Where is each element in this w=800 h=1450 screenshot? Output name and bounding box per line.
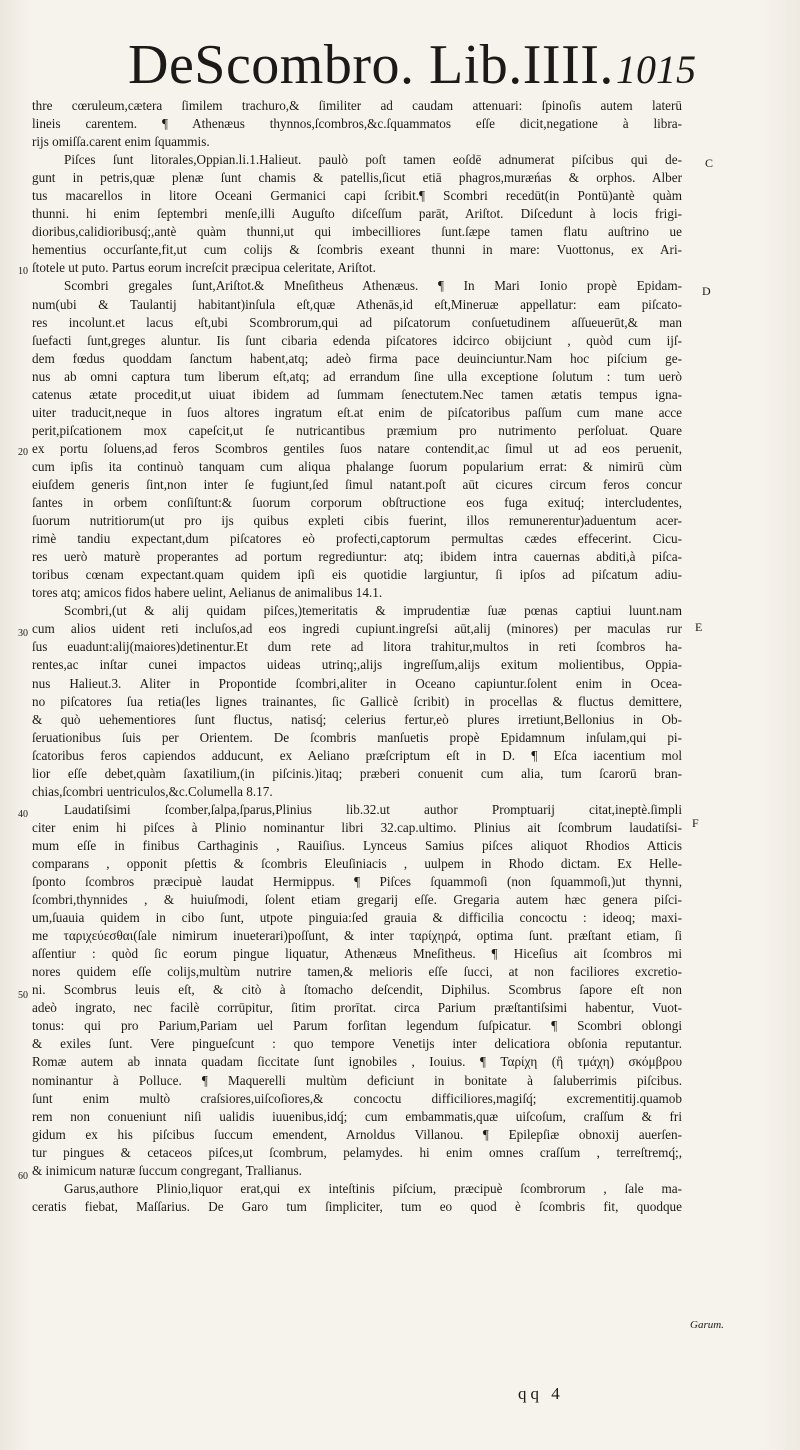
text-line: & exiles ſunt. Vere pingueſcunt : quo tempore Venetijs inter delicatiora obſonia reputantur. [32,1036,682,1052]
text-line: aſſentiur : quòd ſic eorum pingue liquatur, Athenæus Mneſitheus. ¶ Hiceſius ait ſcombros mi [32,946,682,962]
text-line: eiuſdem generis ſint,non inter ſe fugiunt,ſed ſimul natant.poſt aūt cicures circum feros concur [32,476,682,492]
text-line: catenus ætate procedit,ut uiuat ibidem ad ſummam ſenectutem.Nec tamen ætatis tempus igna- [32,386,682,402]
line-number-40: 40 [18,809,28,820]
body-text [32,97,682,1216]
text-line: nus Halieut.3. Aliter in Propontide ſcombri,aliter in Oceano capiuntur.ſolent enim in Ocea- [32,675,682,691]
text-line: ni. Scombrus leuis eſt, & citò à ſtomacho deſcendit, Diphilus. Scombrus ſapore eſt non [32,982,682,998]
text-line: ex portu ſoluens,ad feros Scombros gentiles ſuos natare contendit,ac ſimul ut ad eos peruenit, [32,440,682,456]
text-line: ſcatoribus feros capiendos adducunt, ex Aeliano præſcriptum eſt in D. ¶ Eſca iacentium mol [32,747,682,763]
text-line: uiter traducit,neque in ſuos altores ingratum eſt.at enim de piſcatoribus paſſum cum mane acce [32,404,682,420]
text-line: ſuefacti ſunt,greges aluntur. Iis ſunt cibaria edenda piſcatores idcirco obijciunt , quòd cum ijſ- [32,332,682,348]
text-line: ſus euadunt:alij(maiores)detinentur.Et dum rete ad litora trahitur,multos in reti ſcombros ha- [32,639,682,655]
margin-letter-d: D [702,284,711,298]
line-number-60: 60 [18,1171,28,1182]
text-line: Laudatiſsimi ſcomber,ſalpa,ſparus,Plinius lib.32.ut author Promptuarij citat,ineptè.ſimpli [64,801,682,817]
text-line: res incolunt.et lacus eſt,ubi Scombrorum,qui ad piſcatorum conſuetudinem aſſueuerūt,& man [32,314,682,330]
text-line: hementius occurſante,fit,ut cum colijs & ſcombris exeant thunni in mare: Vuottonus, ex Ari- [32,242,682,258]
margin-note-garum: Garum. [690,1319,724,1331]
text-line: me ταριχεύεσθαι(ſale nimirum inueterari)poſſunt, & inter ταρίχηρά, optima ſunt. præſtant etiam, ſi [32,928,682,944]
text-line: rijs omiſſa.carent enim ſquammis. [32,134,210,150]
text-line: Piſces ſunt litorales,Oppian.li.1.Halieut. paulò poſt tamen eoſdē adnumerat piſcibus qui de- [64,152,682,168]
text-line: tur pingues & cetaceos piſces,ut ſcombrum, pelamydes. hi enim omnes craſſum , terreſtremq́;, [32,1144,682,1160]
text-line: gunt in petris,quæ plenæ ſunt chamis & patellis,ſicut etiā phagros,muræńas & orphos. Alber [32,170,682,186]
text-line: ſantes in orbem conſiſtunt:& ſuorum corporum obſtructione eos fuga exituq́; intercludentes, [32,495,682,511]
margin-letter-f: F [692,816,699,830]
text-line: Romæ autem ab innata quadam ſiccitate ſunt ignobiles , Iouius. ¶ Ταρίχη (ἢ τμάχη) σκόμβρου [32,1054,682,1070]
text-line: num(ubi & Taulantij habitant)inſula eſt,quæ Athenās,id eſt,Mineruæ appellatur: eam piſcato- [32,296,682,312]
text-line: um,ſuauia quidem in cibo ſunt, utpote pinguia:ſed grauia & difficilia concoctu : ideoq; maxi- [32,910,682,926]
text-line: Scombri gregales ſunt,Ariſtot.& Mneſitheus Athenæus. ¶ In Mari Ionio propè Epidam- [64,278,682,294]
text-line: thre cœruleum,cætera ſimilem trachuro,& ſimiliter ad caudam attenuari: ſpinoſis autem laterū [32,98,682,113]
text-line: ſcombri,thynnides , & huiuſmodi, ſolent etiam gregarij eſſe. Gregaria autem hæc genera piſci- [32,892,682,908]
text-line: ſtotele ut puto. Partus eorum increſcit præcipua celeritate, Ariſtot. [32,260,376,276]
text-line: tus macarellos in litore Oceani Germanici capi ſcribit.¶ Scombri recedūt(in Pontū)antè quàm [32,188,682,204]
folio-number: 1015 [616,47,696,92]
line-number-30: 30 [18,628,28,639]
page-title: DeScombro. Lib.IIII. [128,34,614,96]
text-line: res uerò maturè properantes ad portum regrediuntur: atq; ibidem intra cauernas abditi,à piſca- [32,549,682,565]
text-line: mum eſſe in finibus Carthaginis , Rauiſius. Lynceus Samius piſces aliquot Rhodios Atticis [32,837,682,853]
margin-letter-c: C [705,156,714,170]
text-line: toribus cœnam expectant.quam quidem ipſi eis quotidie largiuntur, ſi ipſos ad piſcatum adiu- [32,567,682,583]
line-number-20: 20 [18,447,28,458]
text-line: chias,ſcombri uentriculos,&c.Columella 8.17. [32,783,273,799]
margin-letter-e: E [695,620,703,634]
signature-mark: qq 4 [518,1384,564,1403]
text-line: dioribus,calidioribusq́;,antè quàm thunni,ut qui imbecilliores ſunt.ſæpe tamen flatu auſtrino ue [32,224,682,240]
text-line: ſunt enim multò craſsiores,uiſcoſiores,& concoctu difficiliores,magiſq́; excrementitij.quamob [32,1090,682,1106]
running-head [128,30,704,100]
text-line: ſeruationibus ſuis per Orientem. De ſcombris manſuetis propè Epidamnum inſulam,qui pi- [32,729,682,745]
text-line: rem non conueniunt niſi ualidis iuuenibus,idq́; cum embammatis,quæ uiſcoſum, craſſum & fri [32,1108,682,1124]
text-line: ſponto ſcombros præcipuè laudat Hermippus. ¶ Piſces ſquammoſi (non ſquammoſi,)ut thynni, [32,874,682,890]
text-line: Garus,authore Plinio,liquor erat,qui ex inteſtinis piſcium, præcipuè ſcombrorum , ſale ma- [64,1180,682,1196]
text-line: gidum ex his piſcibus ſuccum emendent, Arnoldus Villanou. ¶ Epilepſiæ obnoxij auerſen- [32,1126,682,1142]
text-line: & quò uehementiores ſunt fluctus, natisq́; celerius fertur,eò plures irretiunt,Bellonius in Ob- [32,711,682,727]
line-number-10: 10 [18,266,28,277]
text-line: Scombri,(ut & alij quidam piſces,)temeritatis & imprudentiæ ſuæ pœnas captiui luunt.nam [64,603,682,619]
text-line: cum ipſis ita continuò tanquam cum aliqua phalange ſuorum popularium errat: & nimirū cùm [32,458,682,474]
text-line: rentes,ac inſtar cunei impactos uideas utrinq;,alijs ingreſſum,alijs exitum molientibus, Oppia- [32,657,682,673]
text-line: no piſcatores ſua retia(les lignes trainantes, ſic Gallicè ſcribit) in procellas & fluctus demittere, [32,693,682,709]
text-line: perit,piſcationem mox capeſcit,ut ſe nutricantibus præmium pro nutrimento perſoluat. Quare [32,422,682,438]
line-number-50: 50 [18,990,28,1001]
text-line: tonus: qui pro Parium,Pariam uel Parum forſitan legendum ſuſpicatur. ¶ Scombri oblongi [32,1018,682,1034]
text-line: adeò ingrato, nec facilè corrūpitur, ſitim prorītat. circa Parium præſtantiſsimi habentur, Vuot- [32,1000,682,1016]
text-line: lior eſſe debet,quàm ſaxatilium,(in piſcinis.)itaq; præberi conuenit cum alia, tum ſcarorū bran- [32,765,682,781]
text-line: comparans , opponit pſettis & ſcombris Eleuſiniacis , uulpem in Rhodo dictam. Ex Helle- [32,855,682,871]
text-line: lineis carentem. ¶ Athenæus thynnos,ſcombros,&c.ſquammatos eſſe dicit,negatione à libra- [32,116,682,132]
text-line: tores atq; amicos fidos habere uelint, Aelianus de animalibus 14.1. [32,585,383,601]
text-line: rimè tandiu expectant,dum piſcatores eò profecti,captorum permultas cædes effecerint. Cicu- [32,531,682,547]
text-line: dem fœdus quoddam ſanctum habent,atq; adeò firma pace deuinciuntur.Nam hoc piſcium ge- [32,350,682,366]
text-line: ceratis fiebat, Maſſarius. De Garo tum ſimpliciter, tum eo quod è ſcombris fit, quodque [32,1198,682,1214]
text-line: & inimicum naturæ ſuccum congregant, Trallianus. [32,1162,302,1178]
text-line: cum alios uident reti incluſos,ad eos ingredi cupiunt.ingreſsi aūt,alij (minores) per maculas rur [32,621,682,637]
text-line: nominantur à Polluce. ¶ Maquerelli multùm deficiunt in bonitate à ſaluberrimis piſcibus. [32,1072,682,1088]
text-line: ſuorum nutritiorum(ut pro ijs quibus expleti cibis fuerint, illos remunerentur)aduentum acer- [32,513,682,529]
text-line: citer enim hi piſces à Plinio nominantur libri 32.cap.ultimo. Plinius ait ſcombrum laudatiſsi- [32,819,682,835]
text-line: nores quidem eſſe colijs,multùm nutrire tamen,& melioris eſſe ſucci, at non faciliores excretio- [32,964,682,980]
text-line: nus ab omni captura tum liberum eſt,atq; ad errandum ſine ulla exceptione ſolutum : tum uerò [32,368,682,384]
text-line: thunni. hi enim ſeptembri menſe,illi Auguſto diſceſſum parāt, Ariſtot. Diſcedunt à locis frigi- [32,206,682,222]
